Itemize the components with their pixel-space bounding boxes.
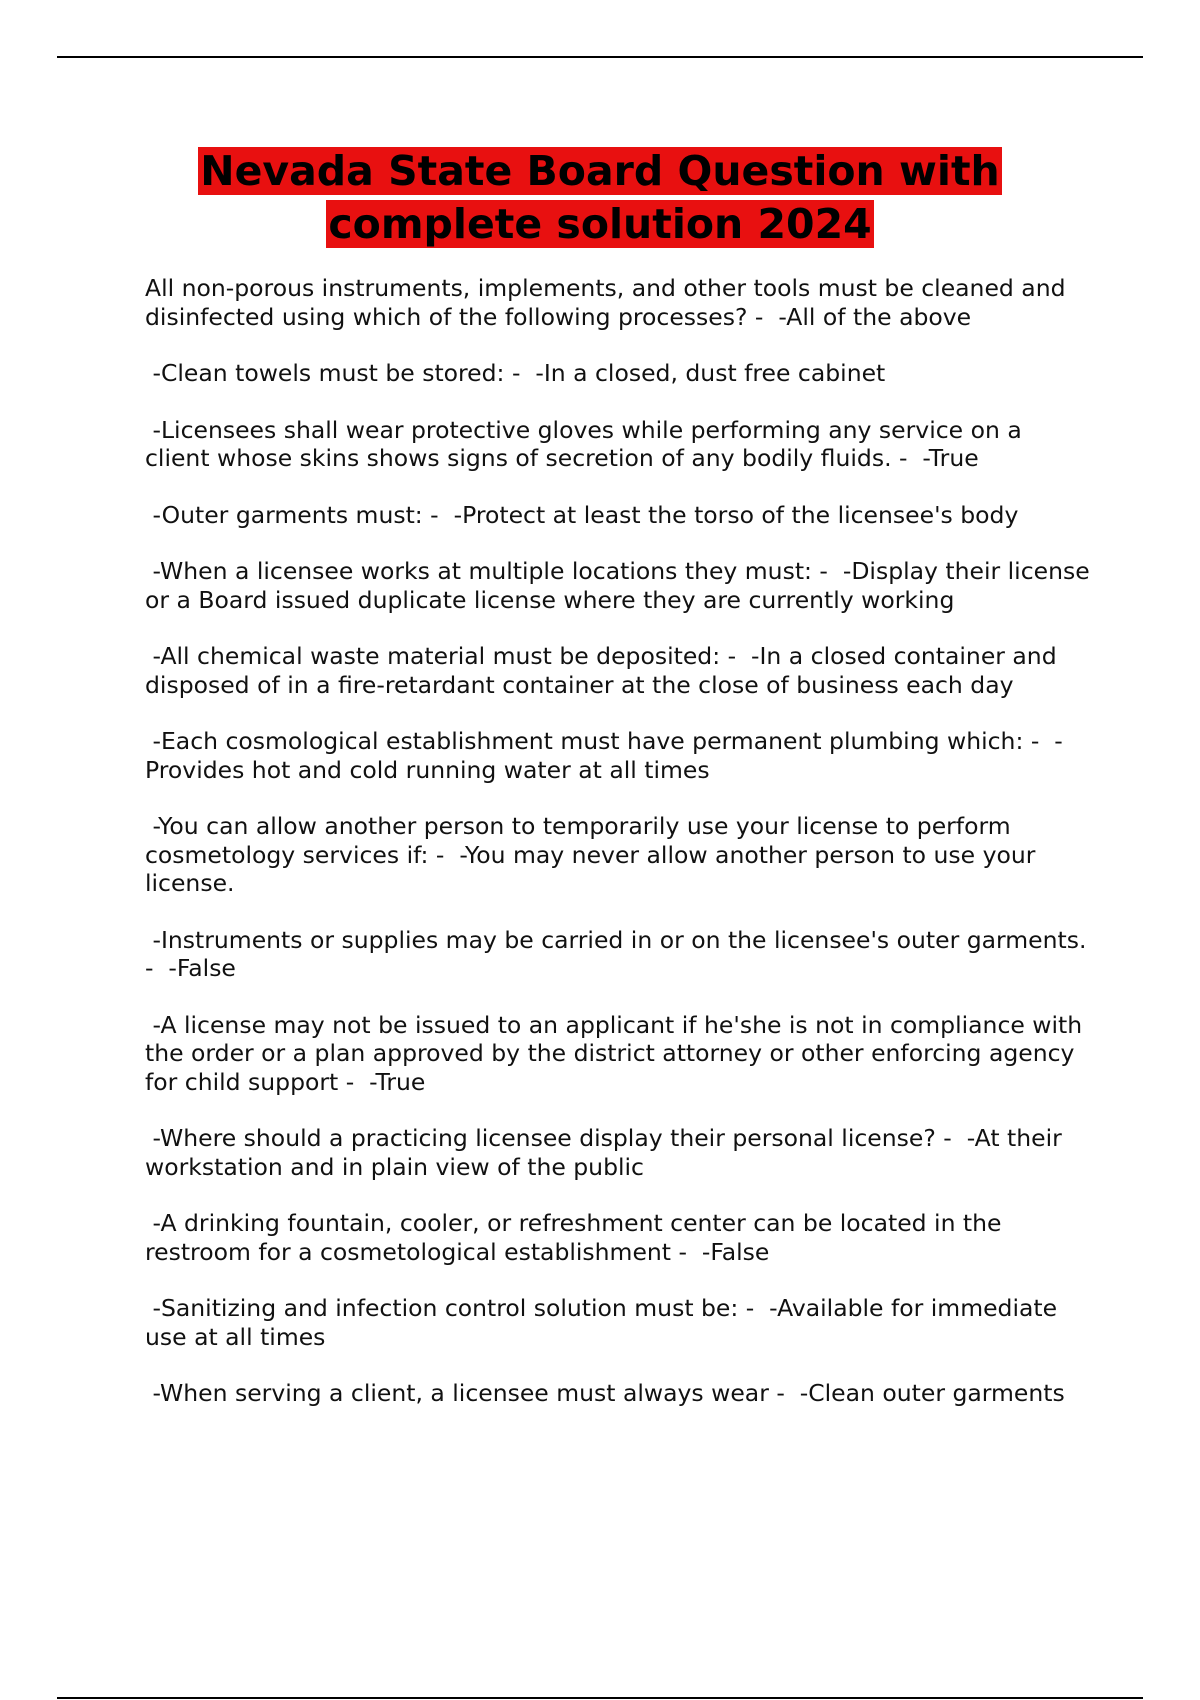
question-answer-item: -Outer garments must: - -Protect at least the torso of the licensee's body [145,500,1019,529]
question-answer-item: All non-porous instruments, implements, and other tools must be cleaned and disinfected using which of the following processes? - -All of the above [145,274,1073,331]
question-answer-item: -You can allow another person to temporarily use your license to perform cosmetology services if: - -You may never allow another person to use your license. [145,812,1043,897]
question-answer-item: -When serving a client, a licensee must always wear - -Clean outer garments [145,1379,1065,1407]
question-answer-item: -Instruments or supplies may be carried in or on the licensee's outer garments. - -False [145,925,1094,982]
title-line-1: Nevada State Board Question with [200,147,1000,195]
question-answer-item: -Licensees shall wear protective gloves while performing any service on a client whose skins shows signs of secretion of any bodily fluids. - -True [145,415,1030,472]
question-answer-item: -When a licensee works at multiple locations they must: - -Display their license or a Board issued duplicate license where they are currently working [145,557,1098,614]
question-answer-item: -Sanitizing and infection control solution must be: - -Available for immediate use at all times [145,1294,1065,1351]
question-answer-item: -All chemical waste material must be deposited: - -In a closed container and disposed of in a fire-retardant container at the close of business each day [145,642,1065,699]
question-answer-item: -Each cosmological establishment must have permanent plumbing which: - -Provides hot and cold running water at all times [145,727,1063,784]
question-answer-item: -Clean towels must be stored: - -In a closed, dust free cabinet [145,359,886,387]
document-title [100,145,1100,251]
title-line-2: complete solution 2024 [328,200,872,248]
title-heading [100,145,1100,251]
top-divider [57,56,1143,58]
question-answer-item: -Where should a practicing licensee display their personal license? - -At their workstation and in plain view of the public [145,1124,1070,1181]
question-list [145,274,1098,1436]
question-answer-item: -A license may not be issued to an applicant if he'she is not in compliance with the order or a plan approved by the district attorney or other enforcing agency for child support - -True [145,1010,1090,1096]
question-answer-item: -A drinking fountain, cooler, or refreshment center can be located in the restroom for a cosmetological establishment - -False [145,1209,1009,1266]
bottom-divider [57,1697,1143,1699]
